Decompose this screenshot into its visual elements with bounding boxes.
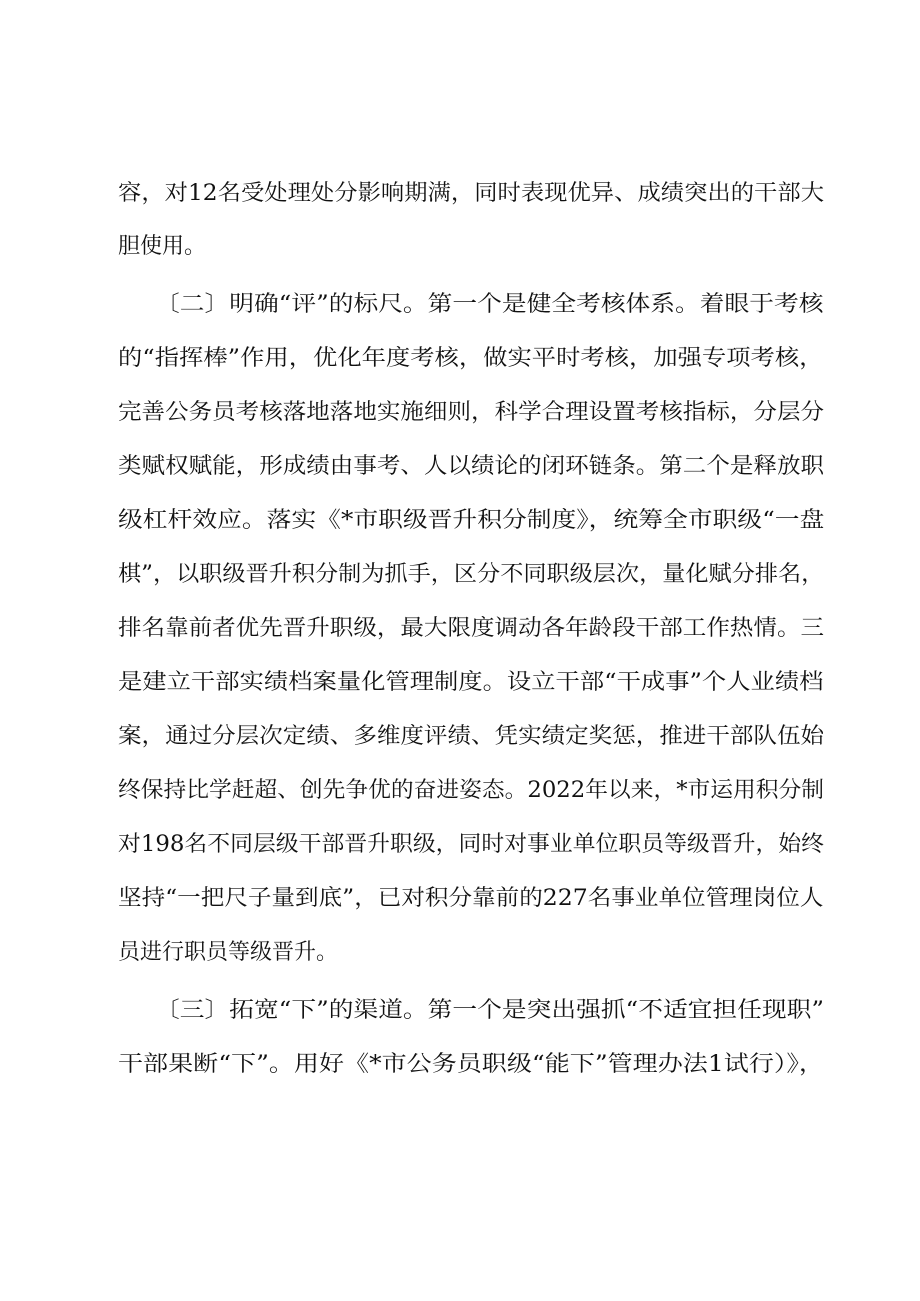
text-line-14	[0, 881, 920, 917]
text-line-4	[0, 341, 920, 377]
line-text: 对198名不同层级干部晋升职级，同时对事业单位职员等级晋升，始终	[118, 832, 824, 857]
line-text: 级杠杆效应。落实《*市职级晋升积分制度》，统筹全市职级“一盘	[118, 508, 825, 533]
text-line-11	[0, 719, 920, 755]
line-text: 胆使用。	[118, 234, 207, 259]
text-line-1	[0, 176, 920, 212]
line-text: 的“指挥棒”作用，优化年度考核，做实平时考核，加强专项考核，	[118, 346, 824, 371]
line-text: 类赋权赋能，形成绩由事考、人以绩论的闭环链条。第二个是释放职	[118, 454, 825, 479]
line-text: 〔三〕拓宽“下”的渠道。第一个是突出强抓“不适宜担任现职”	[155, 998, 825, 1023]
text-line-7	[0, 503, 920, 539]
line-text: 排名靠前者优先晋升职级，最大限度调动各年龄段干部工作热情。三	[118, 616, 825, 641]
text-line-17	[0, 1047, 920, 1083]
text-line-9	[0, 611, 920, 647]
line-text: 干部果断“下”。用好《*市公务员职级“能下”管理办法1试行）》，	[118, 1052, 824, 1077]
line-text: 容，对12名受处理处分影响期满，同时表现优异、成绩突出的干部大	[118, 181, 825, 206]
line-text: 棋”，以职级晋升积分制为抓手，区分不同职级层次，量化赋分排名，	[118, 562, 825, 587]
line-text: 坚持“一把尺子量到底”，已对积分靠前的227名事业单位管理岗位人	[118, 886, 824, 911]
line-text: 完善公务员考核落地落地实施细则，科学合理设置考核指标，分层分	[118, 400, 825, 425]
text-line-16	[0, 993, 920, 1029]
line-text: 是建立干部实绩档案量化管理制度。设立干部“干成事”个人业绩档	[118, 670, 824, 695]
text-line-2	[0, 229, 920, 265]
text-line-6	[0, 449, 920, 485]
text-line-15	[0, 935, 920, 971]
text-line-5	[0, 395, 920, 431]
text-line-13	[0, 827, 920, 863]
line-text: 案，通过分层次定绩、多维度评绩、凭实绩定奖惩，推进干部队伍始	[118, 724, 825, 749]
line-text: 〔二〕明确“评”的标尺。第一个是健全考核体系。着眼于考核	[155, 292, 824, 317]
text-line-3	[0, 287, 920, 323]
line-text: 员进行职员等级晋升。	[118, 940, 339, 965]
line-text: 终保持比学赶超、创先争优的奋进姿态。2022年以来，*市运用积分制	[118, 778, 825, 803]
text-line-8	[0, 557, 920, 593]
text-line-10	[0, 665, 920, 701]
text-line-12	[0, 773, 920, 809]
